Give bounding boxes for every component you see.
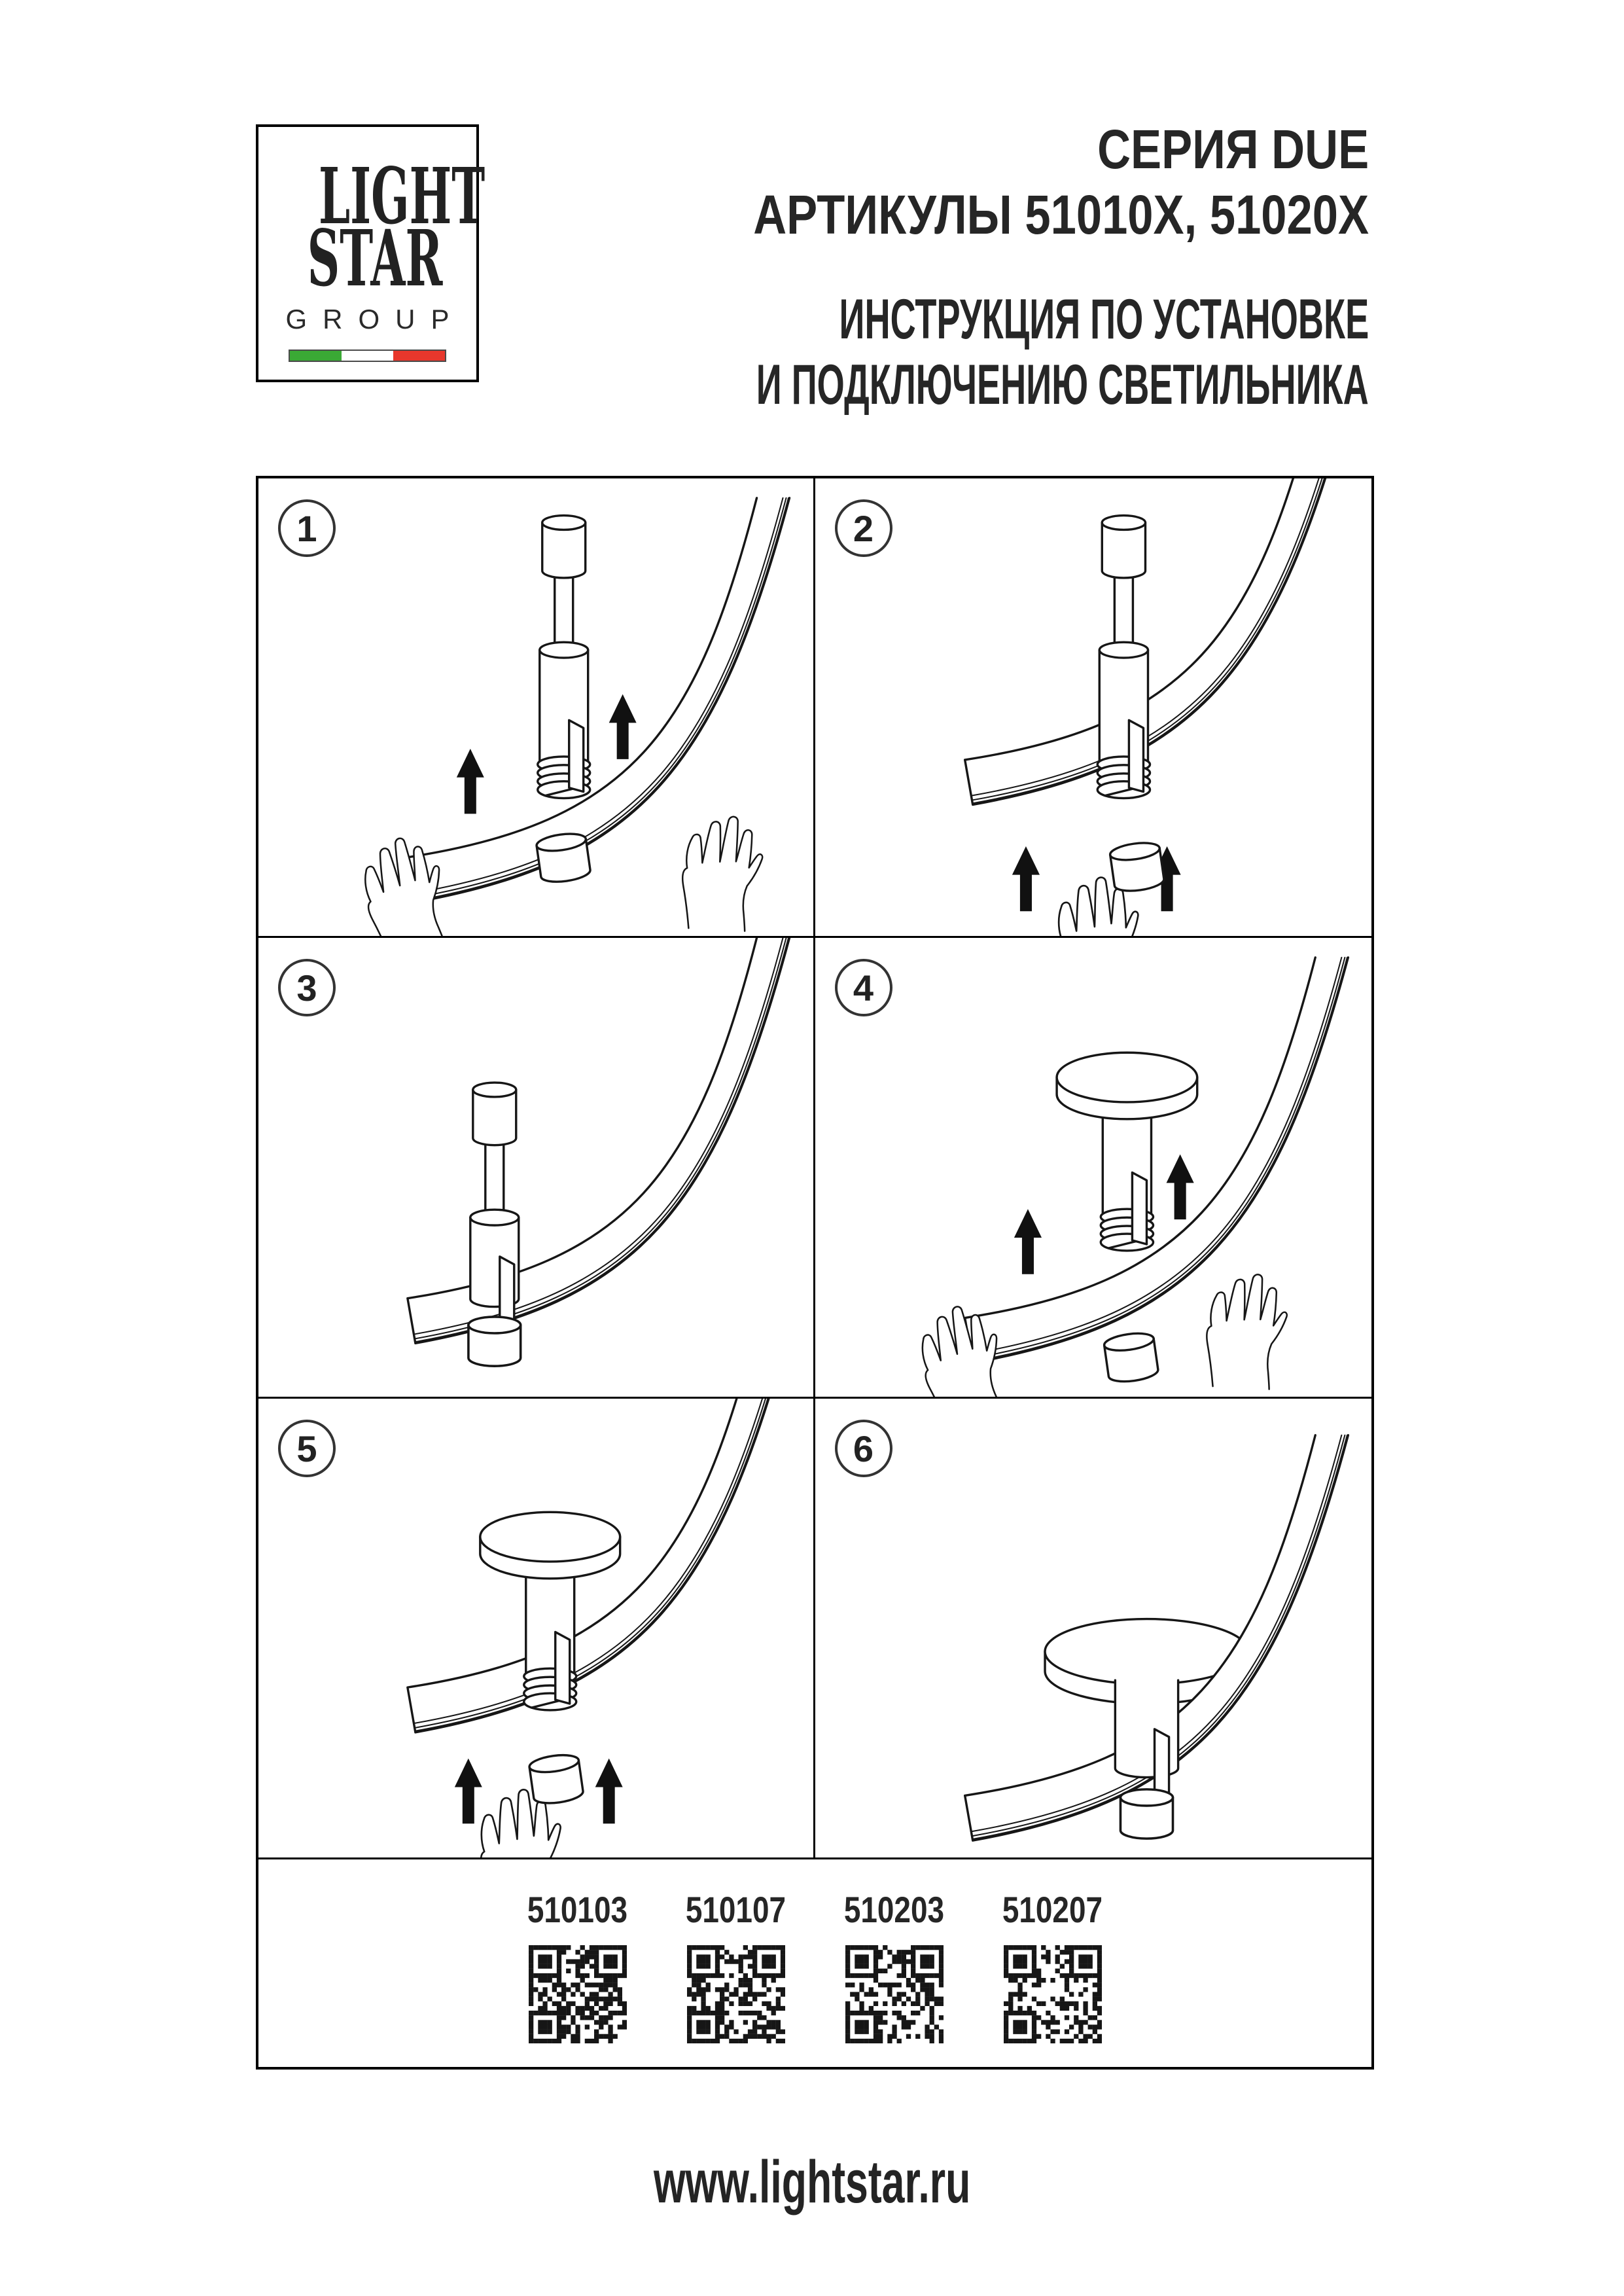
article-code-label: 510107 <box>685 1889 786 1930</box>
instruction-title-line2: И ПОДКЛЮЧЕНИЮ СВЕТИЛЬНИКА <box>756 353 1369 416</box>
qr-item <box>997 1888 1108 2043</box>
step-number-badge: 3 <box>278 959 336 1016</box>
step-number-badge: 1 <box>278 499 336 557</box>
step-panel-2 <box>815 478 1372 938</box>
series-title: СЕРИЯ DUE <box>1097 118 1369 180</box>
qr-code <box>529 1945 627 2043</box>
step-number-badge: 4 <box>835 959 892 1016</box>
logo-line-group: GROUP <box>285 304 465 334</box>
step-3-illustration <box>258 938 813 1397</box>
step-panel-3 <box>258 938 815 1399</box>
article-code-label: 510203 <box>843 1889 945 1930</box>
document-header <box>397 117 1369 418</box>
step-panel-4 <box>815 938 1372 1399</box>
step-6-illustration <box>815 1399 1372 1857</box>
step-1-illustration <box>258 478 813 936</box>
articles-line: АРТИКУЛЫ 51010Х, 51020Х <box>753 184 1369 245</box>
qr-code <box>687 1945 785 2043</box>
qr-code <box>1004 1945 1102 2043</box>
instruction-title-line1: ИНСТРУКЦИЯ ПО УСТАНОВКЕ <box>839 288 1369 351</box>
footer <box>0 2148 1624 2217</box>
logo-line-star: STAR <box>307 213 443 304</box>
step-4-illustration <box>815 938 1372 1397</box>
flag-green-segment <box>290 351 342 361</box>
logo-line-light: LIGHT <box>319 151 485 242</box>
article-code-label: 510103 <box>527 1889 628 1930</box>
qr-codes-row <box>258 1859 1371 2067</box>
flag-white-segment <box>342 351 393 361</box>
step-number-badge: 2 <box>835 499 892 557</box>
article-code-label: 510207 <box>1002 1889 1103 1930</box>
step-panel-6 <box>815 1399 1372 1859</box>
website-url: www.lightstar.ru <box>653 2149 971 2215</box>
step-2-illustration <box>815 478 1372 936</box>
step-5-illustration <box>258 1399 813 1857</box>
step-panel-1 <box>258 478 815 938</box>
step-number-badge: 6 <box>835 1420 892 1477</box>
qr-item <box>839 1888 950 2043</box>
step-number-badge: 5 <box>278 1420 336 1477</box>
step-panel-5 <box>258 1399 815 1859</box>
qr-item <box>680 1888 792 2043</box>
qr-code <box>845 1945 944 2043</box>
instruction-steps-table <box>256 476 1374 2070</box>
qr-item <box>522 1888 633 2043</box>
